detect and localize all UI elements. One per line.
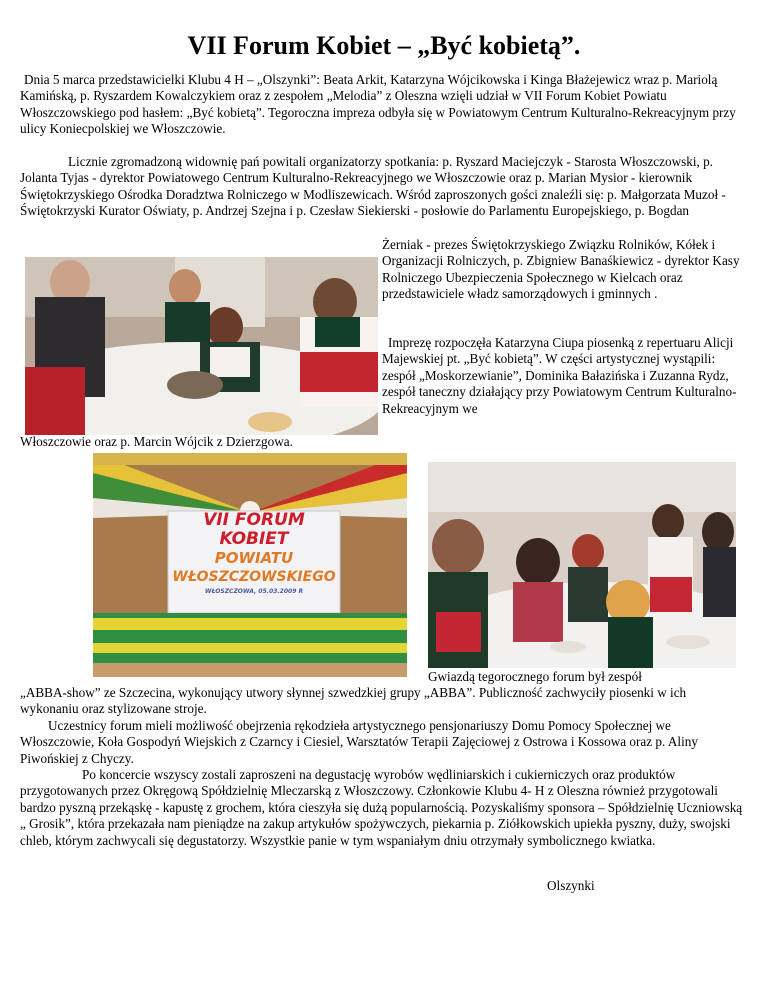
photo-tasting-table <box>428 462 736 668</box>
banner-line3: POWIATU <box>214 549 294 567</box>
photo-women-serving-food-icon <box>25 257 378 435</box>
banner-caption: WŁOSZCZOWA, 05.03.2009 R <box>204 588 304 595</box>
paragraph-program: Imprezę rozpoczęła Katarzyna Ciupa piosenką z repertuaru Alicji Majewskiej pt. „Być kobietą”. W części artystycznej wystąpili: zespół „Moskorzewianie”, Dominika Bałazińska i Zuzanna Rydz, zespół taneczny działający przy Powiatowym Centrum Kulturalno-Rekreacyjnym we <box>382 335 737 416</box>
paragraph-star: „ABBA-show” ze Szczecina, wykonujący utwory słynnej szwedzkiej grupy „ABBA”. Publiczność zachwyciły piosenki w ich wykonaniu oraz stylizowane stroje. <box>20 685 687 717</box>
photo-women-serving-food <box>25 257 378 435</box>
signature: Olszynki <box>547 878 595 893</box>
paragraph-handicraft: Uczestnicy forum mieli możliwość obejrzenia rękodzieła artystycznego pensjonariuszy Domu Pomocy Społecznej we Włoszczowie, Koła Gospodyń Wiejskich z Czarncy i Ciesiel, Warsztatów Terapii Zajęciowej z Ostrowa i Kossowa oraz p. Aliny Piwońskiej z Chyczy. <box>20 718 698 766</box>
paragraph-tasting: Po koncercie wszyscy zostali zaproszeni na degustację wyrobów wędliniarskich i cukierniczych oraz produktów przygotowanych przez Okręgową Spółdzielnię Mleczarską z Włoszczowy. Członkowie Klubu 4- H z Oleszna również przygotowali bardzo pyszną przekąskę - kapustę z grochem, która cieszyła się dużą popularnością. Pozyskaliśmy sponsora – Spółdzielnię Uczniowską „ Grosik”, która przekazała nam pieniądze na zakup artykułów spożywczych, piekarnia p. Ziółkowskich upiekła pyszny, duży, swojski chleb, którym zachwycali się degustatorzy. Wszystkie panie w tym wspaniałym dniu otrzymały symbolicznego kwiatka. <box>20 767 743 848</box>
paragraph-guests-cont: Żerniak - prezes Świętokrzyskiego Związku Rolników, Kółek i Organizacji Rolniczych, p. Zbigniew Banaśkiewicz - dyrektor Kasy Rolniczego Ubezpieczenia Społecznego w Kielcach oraz przedstawiciele władz samorządowych i gminnych . <box>382 237 740 302</box>
paragraph-star-intro: Gwiazdą tegorocznego forum był zespół <box>428 669 642 684</box>
paragraph-intro: Dnia 5 marca przedstawicielki Klubu 4 H – „Olszynki”: Beata Arkit, Katarzyna Wójcikowska i Kinga Błażejewicz wraz p. Mariolą Kamińską, p. Ryszardem Kowalczykiem oraz z zespołem „Melodia” z Oleszna wzięli udział w VII Forum Kobiet Powiatu Włoszczowskiego pod hasłem: „Być kobietą”. Tegoroczna impreza odbyła się w Powiatowym Centrum Kulturalno-Rekreacyjnym przy ulicy Koniecpolskiej we Włoszczowie. <box>20 72 736 137</box>
paragraph-program-end: Włoszczowie oraz p. Marcin Wójcik z Dzierzgowa. <box>20 434 293 449</box>
photo-forum-banner <box>93 453 407 677</box>
banner-line2: KOBIET <box>219 529 289 549</box>
paragraph-organizers: Licznie zgromadzoną widownię pań powitali organizatorzy spotkania: p. Ryszard Maciejczyk - Starosta Włoszczowski, p. Jolanta Tyjas - dyrektor Powiatowego Centrum Kulturalno-Rekreacyjnego we Włoszczowie oraz p. Marian Mysior - kierownik Świętokrzyskiego Ośrodka Doradztwa Rolniczego w Modliszewicach. Wśród zaproszonych gości znaleźli się: p. Małgorzata Muzoł - Świętokrzyski Kurator Oświaty, p. Andrzej Szejna i p. Czesław Siekierski - posłowie do Parlamentu Europejskiego, p. Bogdan <box>20 154 726 219</box>
banner-text <box>168 511 340 613</box>
photo-tasting-table-icon <box>428 462 736 668</box>
banner-line4: WŁOSZCZOWSKIEGO <box>172 569 336 585</box>
article-title: VII Forum Kobiet – „Być kobietą”. <box>187 31 581 60</box>
banner-line1: VII FORUM <box>203 510 305 530</box>
